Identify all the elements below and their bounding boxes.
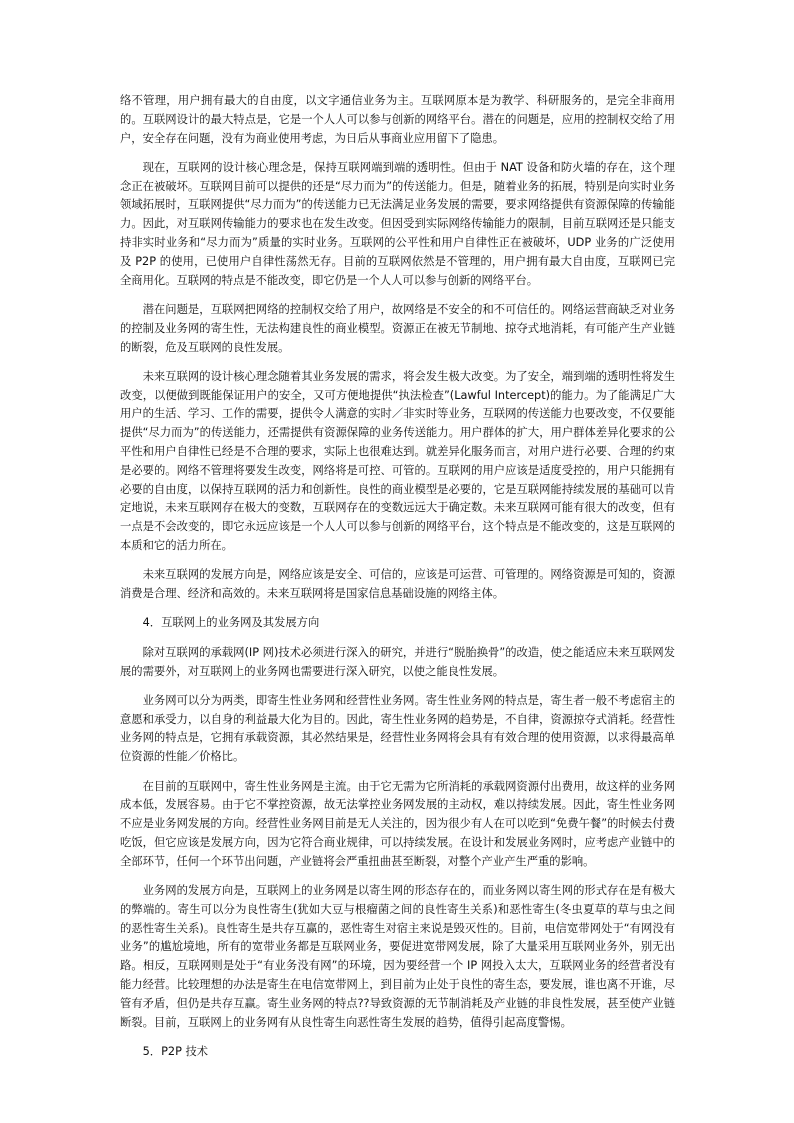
body-paragraph: 除对互联网的承载网(IP 网)技术必须进行深入的研究，并进行“脱胎换骨”的改造，使之能适应未来互联网发展的需要外，对互联网上的业务网也需要进行深入研究，以使之能良性发展。 bbox=[120, 645, 675, 678]
body-paragraph: 在目前的互联网中，寄生性业务网是主流。由于它无需为它所消耗的承载网资源付出费用，故这样的业务网成本低，发展容易。由于它不掌控资源，故无法掌控业务网发展的主动权，难以持续发展。因此，寄生性业务网不应是业务网发展的方向。经营性业务网目前是无人关注的，因为很少有人在可以吃到“免费午餐”的时候去付费吃饭，但它应该是发展方向，因为它符合商业规律，可以持续发展。在设计和发展业务网时，应考虑产业链中的全部环节，任何一个环节出问题，产业链将会严重扭曲甚至断裂，对整个产业产生严重的影响。 bbox=[120, 779, 675, 868]
body-paragraph: 业务网可以分为两类，即寄生性业务网和经营性业务网。寄生性业务网的特点是，寄生者一般不考虑宿主的意愿和承受力，以自身的利益最大化为目的。因此，寄生性业务网的趋势是，不自律，资源掠夺式消耗。经营性业务网的特点是，它拥有承载资源，其必然结果是，经营性业务网将会具有有效合理的使用资源，以求得最高单位资源的性能／价格比。 bbox=[120, 693, 675, 764]
body-paragraph: 未来互联网的发展方向是，网络应该是安全、可信的，应该是可运营、可管理的。网络资源是可知的，资源消费是合理、经济和高效的。未来互联网将是国家信息基础设施的网络主体。 bbox=[120, 568, 675, 601]
body-paragraph: 络不管理，用户拥有最大的自由度，以文字通信业务为主。互联网原本是为教学、科研服务的，是完全非商用的。互联网设计的最大特点是，它是一个人人可以参与创新的网络平台。潜在的问题是，应用的控制权交给了用户，安全存在问题，没有为商业使用考虑，为日后从事商业应用留下了隐患。 bbox=[120, 94, 675, 145]
body-paragraph: 未来互联网的设计核心理念随着其业务发展的需求，将会发生极大改变。为了安全，端到端的透明性将发生改变，以便做到既能保证用户的安全，又可方便地提供“执法检查”(Lawful Intercept)的能力。为了能满足广大用户的生活、学习、工作的需要，提供令人满意的实时／非实时等业务，互联网的传送能力也要改变，不仅要能提供“尽力而为”的传送能力，还需提供有资源保障的业务传送能力。用户群体的扩大，用户群体差异化要求的公平性和用户自律性已经是不合理的要求，实际上也很难达到。就差异化服务而言，对用户进行必要、合理的约束是必要的。网络不管理将要发生改变，网络将是可控、可管的。互联网的用户应该是适度受控的，用户只能拥有必要的自由度，以保持互联网的活力和创新性。良性的商业模型是必要的，它是互联网能持续发展的基础可以肯定地说，未来互联网存在极大的变数，互联网存在的变数远远大于确定数。未来互联网可能有很大的改变，但有一点是不会改变的，即它永远应该是一个人人可以参与创新的网络平台，这个特点是不能改变的，这是互联网的本质和它的活力所在。 bbox=[120, 369, 675, 553]
body-paragraph: 潜在问题是，互联网把网络的控制权交给了用户，故网络是不安全的和不可信任的。网络运营商缺乏对业务的控制及业务网的寄生性，无法构建良性的商业模型。资源正在被无节制地、掠夺式地消耗，有可能产生产业链的断裂，危及互联网的良性发展。 bbox=[120, 302, 675, 354]
document-page bbox=[120, 92, 675, 1072]
body-paragraph: 业务网的发展方向是，互联网上的业务网是以寄生网的形态存在的，而业务网以寄生网的形式存在是有极大的弊端的。寄生可以分为良性寄生(犹如大豆与根瘤菌之间的良性寄生关系)和恶性寄生(冬虫夏草的草与虫之间的恶性寄生关系)。良性寄生是共存互赢的，恶性寄生对宿主来说是毁灭性的。目前，电信宽带网处于“有网没有业务”的尴尬境地，所有的宽带业务都是互联网业务，要促进宽带网发展，除了大量采用互联网业务外，别无出路。相反，互联网则是处于“有业务没有网”的环境，因为要经营一个 IP 网投入太大，互联网业务的经营者没有能力经营。比较理想的办法是寄生在电信宽带网上，到目前为止处于良性的寄生态，要发展，谁也离不开谁，尽管有矛盾，但仍是共存互赢。寄生业务网的特点??导致资源的无节制消耗及产业链的非良性发展，甚至使产业链断裂。目前，互联网上的业务网有从良性寄生向恶性寄生发展的趋势，值得引起高度警惕。 bbox=[120, 883, 675, 1029]
body-paragraph: 现在，互联网的设计核心理念是，保持互联网端到端的透明性。但由于 NAT 设备和防火墙的存在，这个理念正在被破坏。互联网目前可以提供的还是“尽力而为”的传送能力。但是，随着业务的拓展，特别是向实时业务领域拓展时，互联网提供“尽力而为”的传送能力已无法满足业务发展的需要，要求网络提供有资源保障的传输能力。因此，对互联网传输能力的要求也在发生改变。但因受到实际网络传输能力的限制，目前互联网还是只能支持非实时业务和“尽力而为”质量的实时业务。互联网的公平性和用户自律性正在被破坏，UDP 业务的广泛使用及 P2P 的使用，已使用户自律性荡然无存。目前的互联网依然是不管理的，用户拥有最大自由度，互联网已完全商用化。互联网的特点是不能改变，即它仍是一个人人可以参与创新的网络平台。 bbox=[120, 160, 675, 287]
section-5-heading: 5．P2P 技术 bbox=[142, 1044, 209, 1058]
section-4-heading: 4．互联网上的业务网及其发展方向 bbox=[142, 616, 320, 630]
